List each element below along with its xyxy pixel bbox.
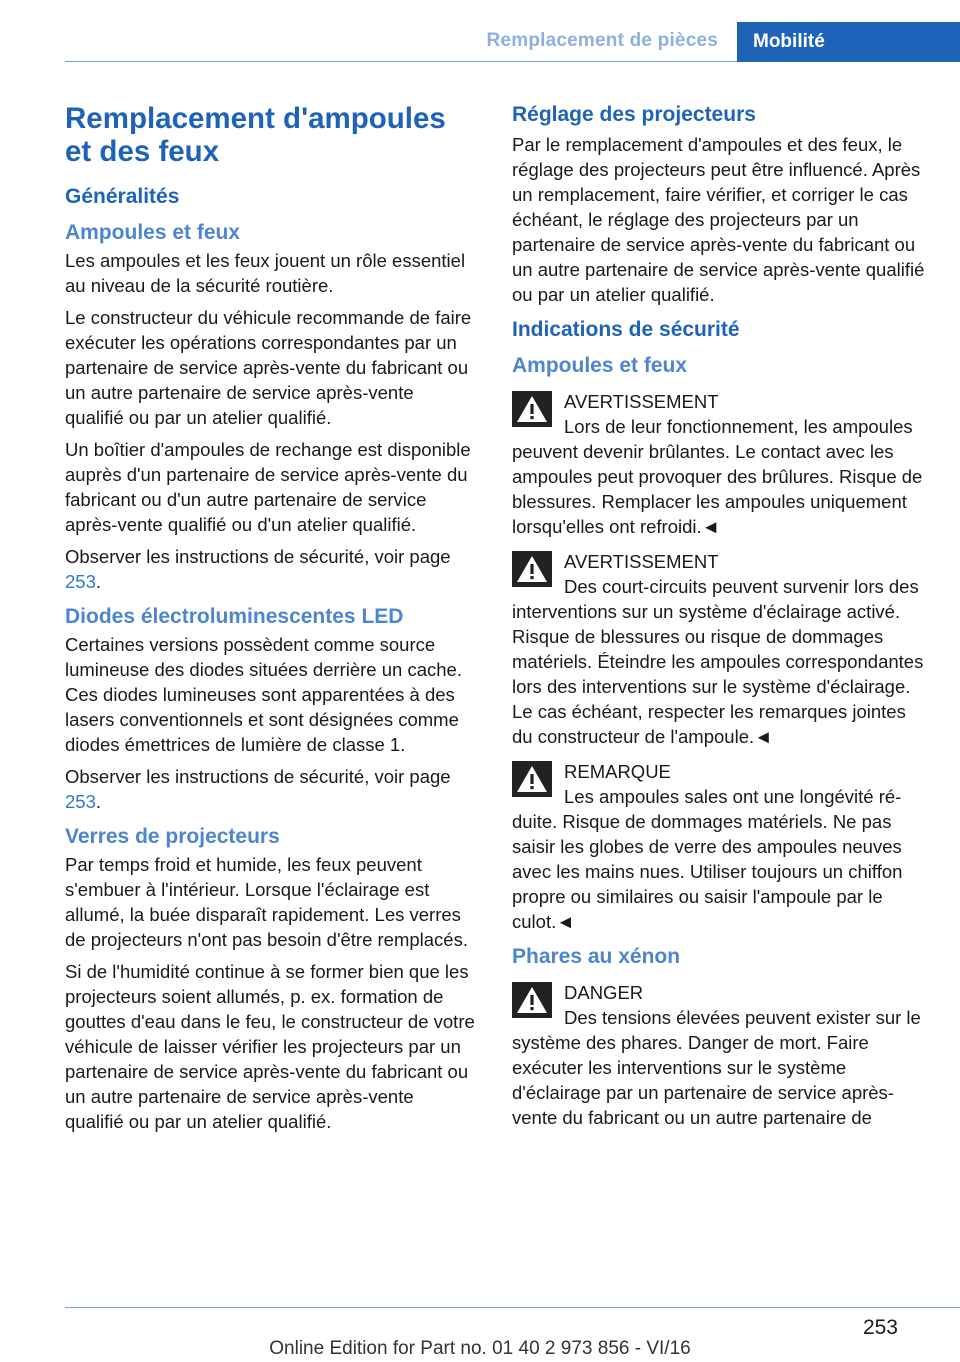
paragraph: Le constructeur du véhicule recommande de faire exécuter les opérations correspondantes par un partenaire de service après-vente du fabricant ou un autre partenaire de service après-vente qualifié ou par un atelier qualifié.: [65, 307, 472, 428]
subheading-bulbs: Ampoules et feux: [65, 221, 241, 244]
paragraph: Par temps froid et humide, les feux peuvent s'embuer à l'intérieur. Lorsque l'éclairage est allumé, la buée disparaît rapidement. Les verres de projecteurs n'ont pas besoin d'être remplacés.: [65, 854, 468, 950]
page-number: 253: [862, 1316, 898, 1339]
subheading-xenon: Phares au xénon: [512, 945, 681, 968]
section-heading-general: Généralités: [65, 185, 180, 208]
notice-text: Les ampoules sales ont une longévité réduite. Risque de dommages matériels. Ne pas saisir les globes de verre des ampoules neuves avec les mains nues. Utiliser toujours un chiffon propre ou similaires ou saisir l'ampoule par le culot.◄: [512, 786, 903, 932]
subheading-bulbs: Ampoules et feux: [512, 354, 688, 377]
warning-triangle-icon: [512, 391, 552, 427]
warning-text: Lors de leur fonctionnement, les ampoules peuvent devenir brûlantes. Le contact avec les ampoules peut provoquer des brûlures. Risque de blessures. Remplacer les ampoules uniquement lorsqu'elles ont refroidi.◄: [512, 416, 923, 537]
paragraph: Les ampoules et les feux jouent un rôle essentiel au niveau de la sécurité routière.: [65, 250, 466, 296]
paragraph-text: Observer les instructions de sécurité, voir page: [65, 546, 451, 567]
header-section-title: Remplacement de pièces: [486, 30, 718, 51]
paragraph-text: Observer les instructions de sécurité, voir page: [65, 766, 451, 787]
paragraph-with-link: Observer les instructions de sécurité, voir page 253.: [65, 766, 451, 812]
right-column: [512, 102, 930, 1137]
warning-triangle-icon: [512, 982, 552, 1018]
warning-title: AVERTISSEMENT: [564, 391, 719, 412]
warning-text: Des court-circuits peuvent survenir lors des interventions sur un système d'éclairage activé. Risque de blessures ou risque de dommages matériels. Éteindre les ampoules correspondantes lors des interventions sur le système d'éclairage. Le cas échéant, respecter les remarques jointes du constructeur de l'ampoule.◄: [512, 576, 924, 747]
left-column: [65, 102, 477, 1141]
paragraph-with-link: Observer les instructions de sécurité, voir page 253.: [65, 546, 451, 592]
section-heading-headlight-adjust: Réglage des projecteurs: [512, 103, 756, 126]
warning-triangle-icon: [512, 551, 552, 587]
page-title: Remplacement d'ampoules et des feux: [65, 102, 446, 168]
danger-text: Des tensions élevées peuvent exister sur le système des phares. Danger de mort. Faire exécuter les interventions sur le système d'éclairage par un partenaire de service après-vente du fabricant ou un autre partenaire de: [512, 1007, 921, 1128]
warning-title: AVERTISSEMENT: [564, 551, 719, 572]
page-link[interactable]: 253: [65, 571, 96, 592]
warning-block: [512, 389, 930, 539]
notice-block: [512, 759, 930, 934]
page-link[interactable]: 253: [65, 791, 96, 812]
warning-block: [512, 549, 930, 749]
paragraph: Certaines versions possèdent comme source lumineuse des diodes situées derrière un cache. Ces diodes lumineuses sont apparentées à des lasers conventionnels et sont désignées comme diodes émettrices de lumière de classe 1.: [65, 634, 462, 755]
subheading-led: Diodes électroluminescentes LED: [65, 605, 404, 628]
warning-triangle-icon: [512, 761, 552, 797]
section-heading-safety: Indications de sécurité: [512, 318, 740, 341]
edition-note: Online Edition for Part no. 01 40 2 973 856 - VI/16: [269, 1338, 691, 1359]
paragraph: Par le remplacement d'ampoules et des feux, le réglage des projecteurs peut être influencé. Après un remplacement, faire vérifier, et corriger le cas échéant, le réglage des projecteurs par un partenaire de service après-vente du fabricant ou un autre partenaire de service après-vente qualifié ou par un atelier qualifié.: [512, 134, 925, 305]
footer-rule: [65, 1307, 960, 1308]
header-chapter-tab[interactable]: Mobilité: [737, 22, 960, 62]
paragraph: Si de l'humidité continue à se former bien que les projecteurs soient allumés, p. ex. formation de gouttes d'eau dans le feu, le constructeur de votre véhicule de laisser vérifier les projecteurs par un partenaire de service après-vente du fabricant ou un autre partenaire de service après-vente qualifié ou par un atelier qualifié.: [65, 961, 475, 1132]
danger-title: DANGER: [564, 982, 644, 1003]
subheading-headlight-glass: Verres de projecteurs: [65, 825, 280, 848]
notice-title: REMARQUE: [564, 761, 671, 782]
paragraph: Un boîtier d'ampoules de rechange est disponible auprès d'un partenaire de service après-vente du fabricant ou d'un autre partenaire de service après-vente qualifié ou d'un atelier qualifié.: [65, 439, 471, 535]
danger-block: [512, 980, 930, 1130]
